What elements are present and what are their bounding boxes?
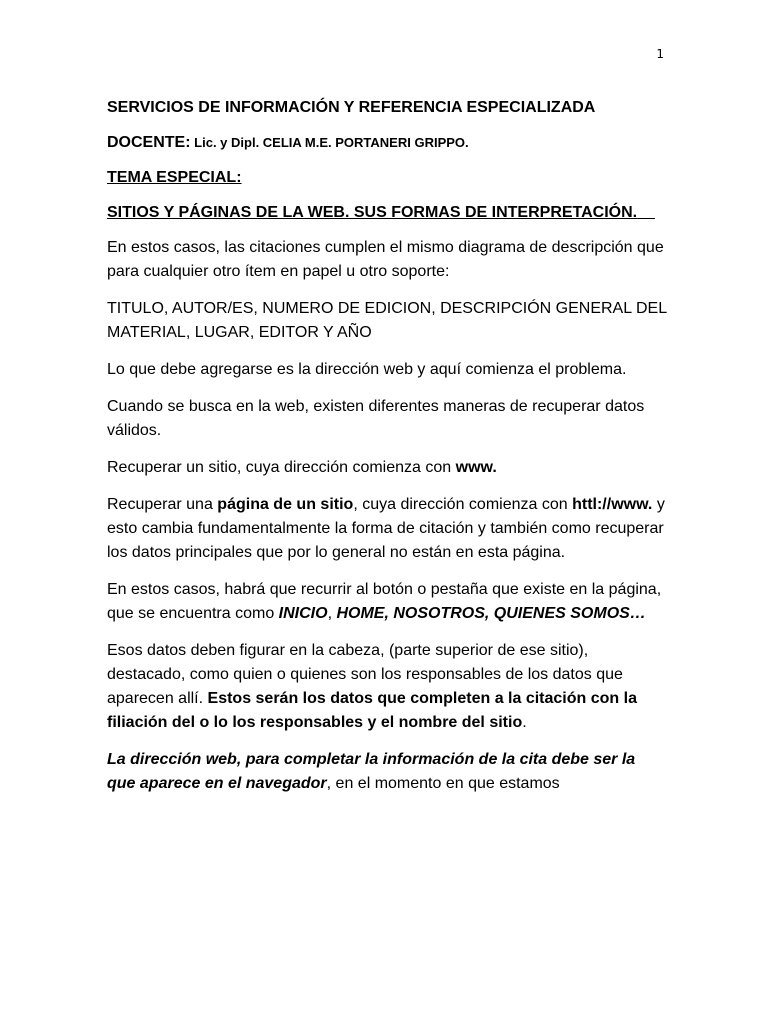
docente-name: Lic. y Dipl. CELIA M.E. PORTANERI GRIPPO. (190, 135, 469, 150)
paragraph-9-c: , en el momento en que estamos (326, 775, 560, 792)
paragraph-3: Lo que debe agregarse es la dirección web y aquí comienza el problema. (107, 361, 627, 378)
paragraph-6-e: y esto cambia fundamentalmente la forma de citación y también como recuperar los datos principales que por lo general no están en esta página. (107, 496, 665, 561)
paragraph-8-a: Esos datos deben figurar en la cabeza, (parte superior de ese sitio), destacado, como quien o quienes son los responsables de los datos que aparecen allí. (107, 642, 623, 707)
paragraph-9-a: La (107, 751, 131, 768)
paragraph-6-c: , cuya dirección comienza con (353, 496, 573, 513)
paragraph-8 (107, 639, 667, 735)
tema-label: TEMA ESPECIAL: (107, 169, 242, 186)
topic-title-trailing-space (637, 204, 655, 221)
topic-title-line (107, 201, 667, 225)
paragraph-7-b: INICIO (278, 605, 328, 622)
paragraph-1: En estos casos, las citaciones cumplen el mismo diagrama de descripción que para cualquier otro ítem en papel u otro soporte: (107, 239, 664, 280)
paragraph-8-c: . (522, 714, 527, 731)
tema-label-line (107, 166, 667, 190)
paragraph-8-b: Estos serán los datos que completen a la citación con la filiación del o lo los responsables y el nombre del sitio (107, 690, 637, 731)
page-number: 1 (656, 47, 664, 61)
paragraph-9-b: dirección web, para completar la información de la cita debe ser la que aparece en el navegador (107, 751, 636, 792)
paragraph-7-d: HOME, NOSOTROS, QUIENES SOMOS… (336, 605, 646, 622)
paragraph-6-a: Recuperar una (107, 496, 218, 513)
paragraph-6-b: página de un sitio (217, 496, 354, 513)
course-title-text: SERVICIOS DE INFORMACIÓN Y REFERENCIA ESPECIALIZADA (107, 99, 596, 116)
course-title (107, 96, 667, 120)
docente-label: DOCENTE: (107, 134, 191, 151)
paragraph-5-www: www. (455, 459, 497, 476)
docente-line (107, 131, 667, 155)
paragraph-4: Cuando se busca en la web, existen diferentes maneras de recuperar datos válidos. (107, 398, 645, 439)
paragraph-7-a: En estos casos, habrá que recurrir al botón o pestaña que existe en la página, que se encuentra como (107, 581, 662, 622)
paragraph-5-text: Recuperar un sitio, cuya dirección comienza con (107, 459, 456, 476)
paragraph-5 (107, 456, 667, 480)
paragraph-6 (107, 493, 667, 565)
paragraph-7 (107, 578, 667, 626)
paragraph-2: TITULO, AUTOR/ES, NUMERO DE EDICION, DESCRIPCIÓN GENERAL DEL MATERIAL, LUGAR, EDITOR Y AÑO (107, 300, 667, 341)
topic-title: SITIOS Y PÁGINAS DE LA WEB. SUS FORMAS DE INTERPRETACIÓN. (107, 204, 638, 221)
paragraph-6-d: httl://www. (572, 496, 653, 513)
document-body (107, 96, 667, 809)
paragraph-7-c: , (327, 605, 337, 622)
paragraph-9 (107, 748, 667, 796)
